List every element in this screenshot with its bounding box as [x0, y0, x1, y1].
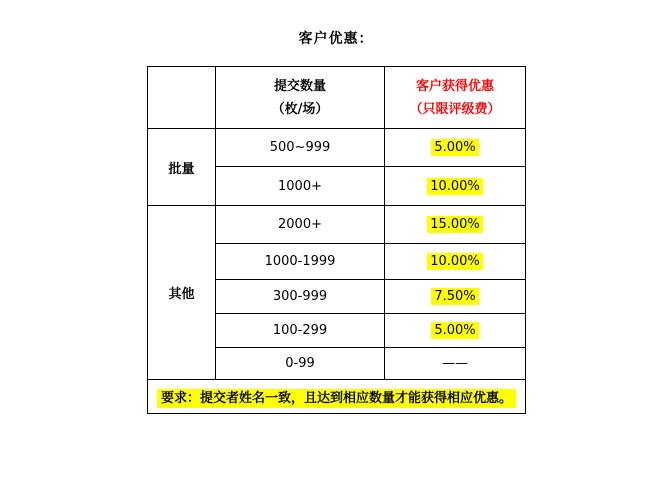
- discount-value-highlight: 10.00%: [427, 178, 483, 195]
- requirement-cell: [148, 380, 526, 414]
- quantity-cell: 300-999: [216, 280, 385, 314]
- quantity-cell: 1000-1999: [216, 244, 385, 280]
- discount-table: [147, 66, 526, 414]
- discount-cell: [385, 314, 526, 348]
- header-discount-line2: （只限评级费）: [409, 101, 501, 117]
- page-title: 客户优惠：: [298, 31, 374, 47]
- discount-cell: [385, 129, 526, 167]
- discount-value-highlight: 5.00%: [431, 139, 478, 156]
- table-row: [148, 206, 526, 244]
- quantity-cell: 2000+: [216, 206, 385, 244]
- table-header-row: [148, 67, 526, 129]
- header-discount-line1: 客户获得优惠: [415, 78, 494, 94]
- discount-cell: [385, 280, 526, 314]
- discount-cell: [385, 244, 526, 280]
- header-empty-cell: [148, 67, 216, 129]
- group-label-other: 其他: [148, 206, 216, 380]
- header-discount-cell: [385, 67, 526, 129]
- header-quantity-line1: 提交数量: [273, 78, 326, 94]
- quantity-cell: 500~999: [216, 129, 385, 167]
- discount-cell: [385, 206, 526, 244]
- quantity-cell: 100-299: [216, 314, 385, 348]
- quantity-cell: 1000+: [216, 167, 385, 206]
- discount-cell: [385, 167, 526, 206]
- discount-cell: ——: [385, 348, 526, 380]
- table-row: [148, 129, 526, 167]
- quantity-cell: 0-99: [216, 348, 385, 380]
- group-label-batch: 批量: [148, 129, 216, 206]
- discount-value-highlight: 15.00%: [427, 216, 483, 233]
- discount-value-highlight: 5.00%: [431, 322, 478, 339]
- header-quantity-cell: [216, 67, 385, 129]
- requirement-row: [148, 380, 526, 414]
- header-quantity-line2: （枚/场）: [271, 101, 329, 117]
- discount-value-highlight: 7.50%: [431, 288, 478, 305]
- discount-value-highlight: 10.00%: [427, 253, 483, 270]
- requirement-text-highlight: 要求：提交者姓名一致，且达到相应数量才能获得相应优惠。: [157, 389, 516, 408]
